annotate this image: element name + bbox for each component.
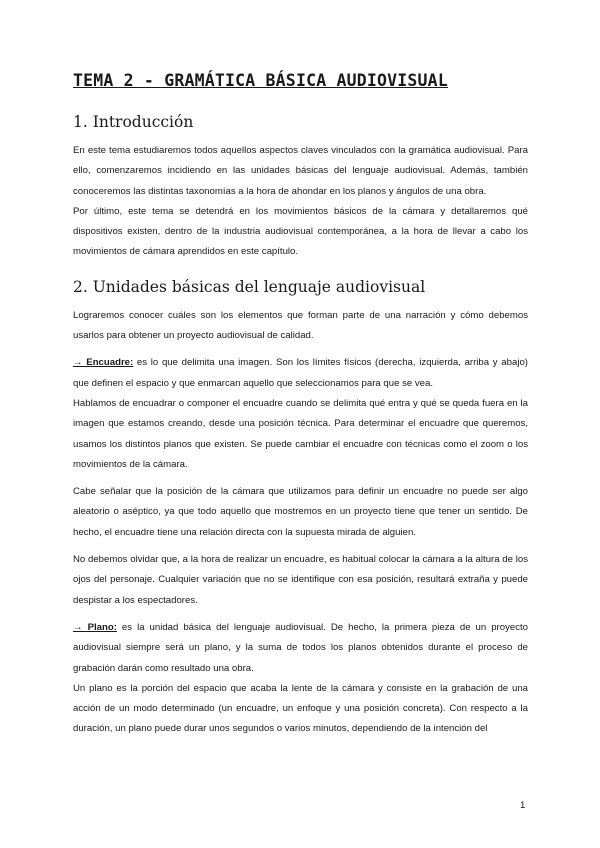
section-heading-introduccion: 1. Introducción [73, 113, 194, 131]
paragraph: En este tema estudiaremos todos aquellos aspectos claves vinculados con la gramática audiovisual. Para ello, comenzaremos incidiendo en las unidades básicas del lenguaje audiovisual. Además, también conoceremos las distintas taxonomías a la hora de ahondar en los planos y ángulos de una obra. [73, 145, 528, 197]
paragraph: Lograremos conocer cuáles son los elementos que forman parte de una narración y cómo debemos usarlos para obtener un proyecto audiovisual de calidad. [73, 309, 528, 342]
page-content [73, 68, 528, 740]
paragraph: Por último, este tema se detendrá en los movimientos básicos de la cámara y detallaremos qué dispositivos existen, dentro de la industria audiovisual contemporánea, a la hora de llevar a cabo los movimientos de cámara aprendidos en este capítulo. [73, 205, 528, 258]
paragraph-plano-definition [73, 618, 528, 679]
paragraph: Cabe señalar que la posición de la cámara que utilizamos para definir un encuadre no puede ser algo aleatorio o aséptico, ya que todo aquello que mostremos en un proyecto tiene que tener un sentido. De hecho, el encuadre tiene una relación directa con la supuesta mirada de alguien. [73, 486, 528, 538]
term-encuadre: → Encuadre: [73, 357, 134, 369]
term-plano: → Plano: [73, 621, 117, 633]
section-heading-unidades-basicas: 2. Unidades básicas del lenguaje audiovisual [73, 277, 426, 296]
page-number: 1 [520, 800, 526, 811]
paragraph: Un plano es la porción del espacio que acaba la lente de la cámara y consiste en la grabación de una acción de un modo determinado (un encuadre, un enfoque y una posición concreta). Con respecto a la duración, un plano puede durar unos segundos o varios minutos, dependiendo de la intención del [73, 682, 528, 735]
paragraph: Hablamos de encuadrar o componer el encuadre cuando se delimita qué entra y qué se queda fuera en la imagen que estamos creando, desde una posición técnica. Para determinar el encuadre que queremos, usamos los distintos planos que existen. Se puede cambiar el encuadre con técnicas como el zoom o los movimientos de la cámara. [73, 397, 528, 470]
paragraph: No debemos olvidar que, a la hora de realizar un encuadre, es habitual colocar la cámara a la altura de los ojos del personaje. Cualquier variación que no se identifique con esa posición, resultará extraña y puede despistar a los espectadores. [73, 554, 528, 606]
paragraph-encuadre-definition [73, 353, 528, 394]
definition-text: es la unidad básica del lenguaje audiovisual. De hecho, la primera pieza de un proyecto audiovisual siempre será un plano, y la suma de todos los planos obtenidos durante el proceso de grabación darán como resultado una obra. [73, 621, 529, 674]
definition-text: es lo que delimita una imagen. Son los límites físicos (derecha, izquierda, arriba y abajo) que definen el espacio y que enmarcan aquello que seleccionamos para que se vea. [73, 357, 528, 389]
document-title: TEMA 2 - GRAMÁTICA BÁSICA AUDIOVISUAL [73, 71, 448, 90]
